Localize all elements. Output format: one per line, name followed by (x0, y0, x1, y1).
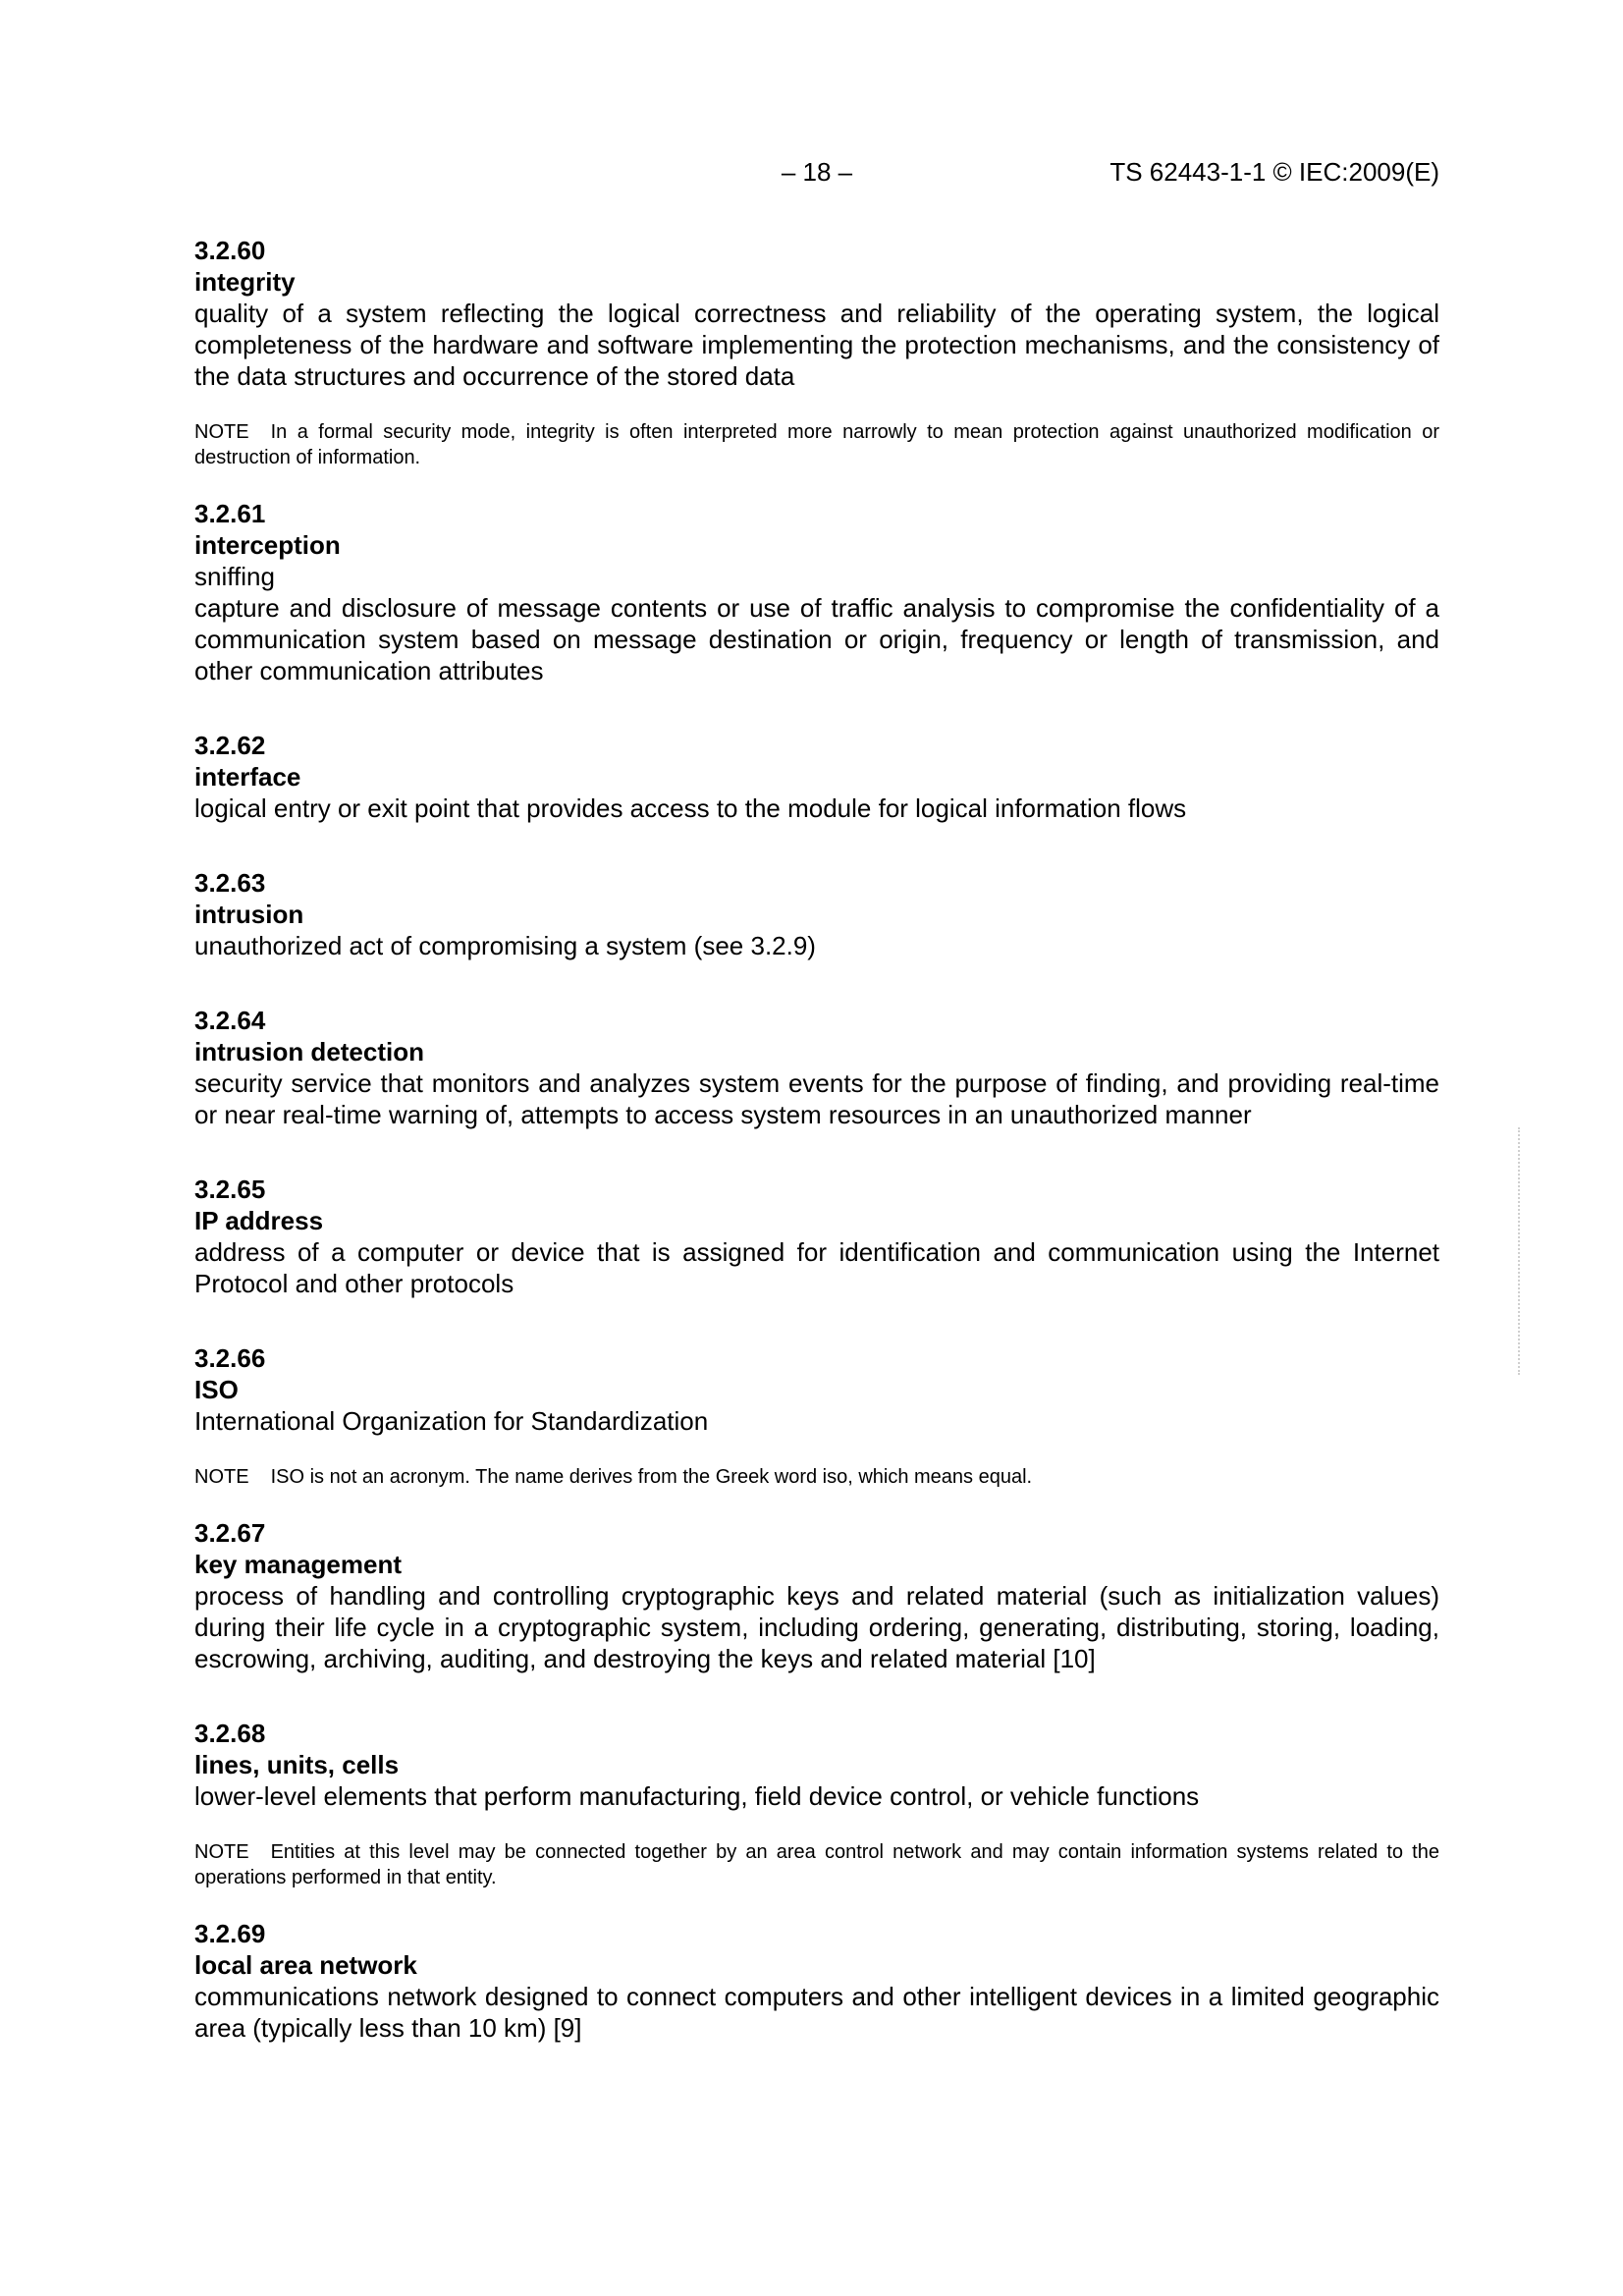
term-number: 3.2.62 (194, 731, 266, 760)
term-note (194, 419, 1439, 470)
term-number: 3.2.67 (194, 1518, 266, 1548)
term-definition: security service that monitors and analyzes system events for the purpose of finding, and providing real-time or near real-time warning of, attempts to access system resources in an unauthorized manner (194, 1068, 1439, 1129)
term-entry (194, 498, 1439, 686)
term-name: ISO (194, 1375, 239, 1404)
term-name: IP address (194, 1206, 324, 1235)
term-synonym: sniffing (194, 562, 275, 591)
note-text: Entities at this level may be connected together by an area control network and may contain information systems related to the operations performed in that entity. (194, 1841, 1439, 1888)
term-name: local area network (194, 1950, 417, 1980)
term-entry (194, 1174, 1439, 1299)
term-definition: logical entry or exit point that provides access to the module for logical information flows (194, 793, 1187, 823)
term-name: lines, units, cells (194, 1750, 400, 1779)
page-number: – 18 – (781, 157, 853, 187)
term-definition: address of a computer or device that is assigned for identification and communication using the Internet Protocol and other protocols (194, 1237, 1439, 1298)
note-text: In a formal security mode, integrity is often interpreted more narrowly to mean protection against unauthorized modification or destruction of information. (194, 421, 1439, 468)
term-entry (194, 1342, 1439, 1490)
term-definition: process of handling and controlling cryptographic keys and related material (such as initialization values) during their life cycle in a cryptographic system, including ordering, generating, distributing, storing, loading, escrowing, archiving, auditing, and destroying the keys and related material [10] (194, 1581, 1439, 1673)
term-definition: communications network designed to connect computers and other intelligent devices in a limited geographic area (typically less than 10 km) [9] (194, 1982, 1439, 2043)
term-definition: International Organization for Standardization (194, 1406, 709, 1436)
document-body (194, 235, 1439, 2044)
term-definition: unauthorized act of compromising a system (see 3.2.9) (194, 931, 816, 960)
term-number: 3.2.64 (194, 1006, 266, 1035)
page-header (194, 157, 1439, 192)
term-note (194, 1464, 1439, 1490)
note-label: NOTE (194, 421, 249, 443)
note-label: NOTE (194, 1841, 249, 1863)
term-number: 3.2.65 (194, 1175, 266, 1204)
margin-mark (1518, 1127, 1520, 1375)
term-definition: capture and disclosure of message contents or use of traffic analysis to compromise the confidentiality of a communication system based on message destination or origin, frequency or length of transmission, and other communication attributes (194, 593, 1439, 685)
term-name: intrusion detection (194, 1037, 424, 1066)
term-number: 3.2.63 (194, 868, 266, 898)
term-number: 3.2.66 (194, 1343, 266, 1373)
term-name: integrity (194, 267, 296, 297)
term-entry (194, 1005, 1439, 1130)
term-entry (194, 1718, 1439, 1890)
term-entry (194, 1918, 1439, 2044)
term-number: 3.2.61 (194, 499, 266, 528)
term-entry (194, 867, 1439, 961)
document-id: TS 62443-1-1 © IEC:2009(E) (1109, 157, 1439, 187)
term-entry (194, 730, 1439, 824)
term-note (194, 1839, 1439, 1890)
term-name: interception (194, 530, 341, 560)
term-number: 3.2.60 (194, 236, 266, 265)
note-text: ISO is not an acronym. The name derives from the Greek word iso, which means equal. (270, 1466, 1033, 1488)
term-definition: quality of a system reflecting the logical correctness and reliability of the operating system, the logical completeness of the hardware and software implementing the protection mechanisms, and the consistency of the data structures and occurrence of the stored data (194, 299, 1439, 391)
term-number: 3.2.68 (194, 1719, 266, 1748)
term-entry (194, 235, 1439, 470)
term-name: interface (194, 762, 301, 792)
term-name: intrusion (194, 900, 304, 929)
term-definition: lower-level elements that perform manufacturing, field device control, or vehicle functions (194, 1781, 1200, 1811)
note-label: NOTE (194, 1466, 249, 1488)
term-entry (194, 1517, 1439, 1674)
term-name: key management (194, 1550, 402, 1579)
term-number: 3.2.69 (194, 1919, 266, 1948)
